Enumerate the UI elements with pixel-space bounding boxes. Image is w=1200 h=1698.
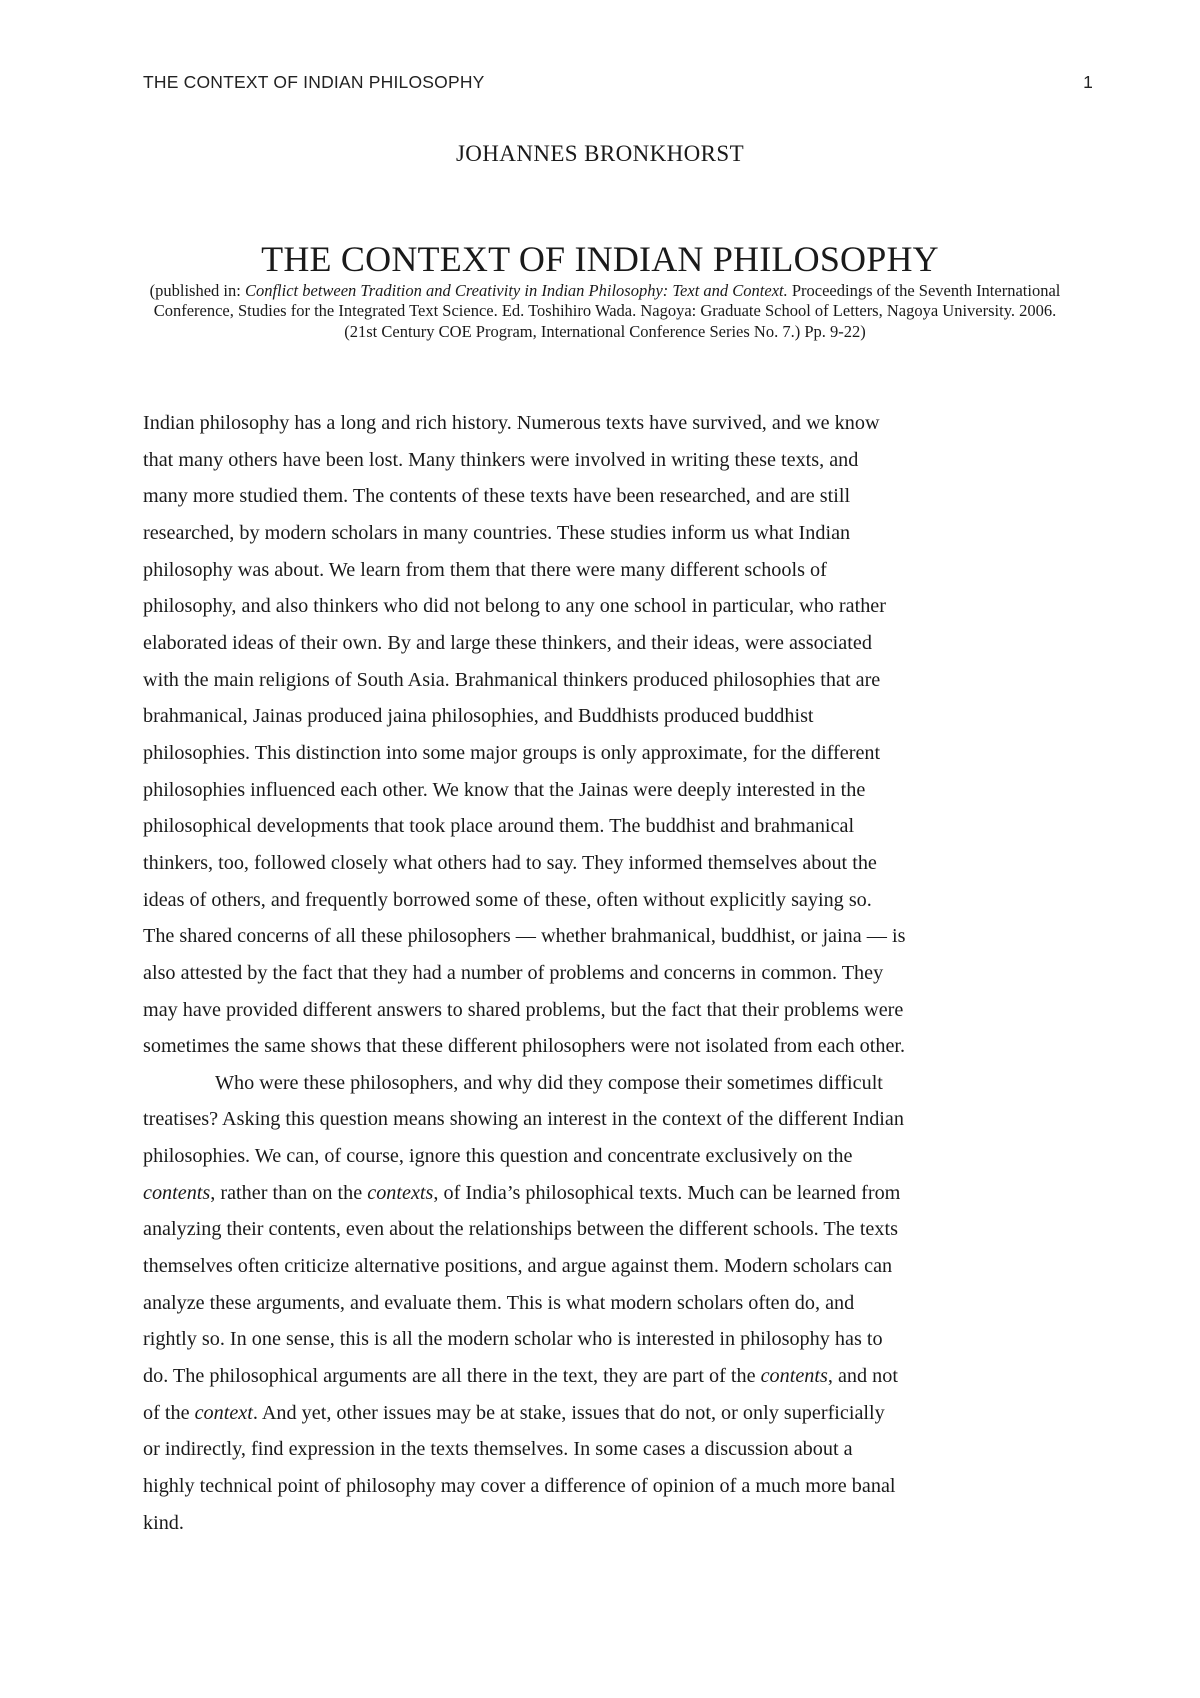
- text-run: , rather than on the: [210, 1181, 368, 1204]
- text-line: may have provided different answers to shared problems, but the fact that their problems were: [143, 998, 904, 1021]
- text-line: philosophy, and also thinkers who did not belong to any one school in particular, who rather: [143, 595, 886, 618]
- publication-book-title: Conflict between Tradition and Creativity in Indian Philosophy: Text and Context.: [244, 281, 788, 300]
- paragraph-2: [143, 1065, 1088, 1542]
- text-line: philosophies influenced each other. We know that the Jainas were deeply interested in the: [143, 778, 866, 801]
- paper-title: THE CONTEXT OF INDIAN PHILOSOPHY: [261, 239, 939, 279]
- text-line: [143, 1395, 1088, 1432]
- text-line: philosophies. We can, of course, ignore this question and concentrate exclusively on the: [143, 1145, 853, 1168]
- text-line: ideas of others, and frequently borrowed some of these, often without explicitly saying so.: [143, 888, 872, 911]
- text-line: philosophy was about. We learn from them that there were many different schools of: [143, 558, 827, 581]
- text-line: kind.: [143, 1511, 184, 1534]
- text-line: philosophies. This distinction into some major groups is only approximate, for the different: [143, 741, 881, 764]
- text-line: with the main religions of South Asia. Brahmanical thinkers produced philosophies that are: [143, 668, 881, 691]
- text-line: [143, 1175, 1088, 1212]
- text-line: that many others have been lost. Many thinkers were involved in writing these texts, and: [143, 448, 859, 471]
- publication-note-details: Proceedings of the Seventh International Conference, Studies for the Integrated Text Science. Ed. Toshihiro Wada. Nagoya: Graduate School of Letters, Nagoya University. 2006. (21st Century COE Program, International Conference Series No. 7.) Pp. 9-22): [153, 281, 1061, 341]
- body-text: [143, 405, 1088, 1541]
- text-line: philosophical developments that took place around them. The buddhist and brahmanical: [143, 815, 855, 838]
- publication-note: [140, 281, 1070, 342]
- text-line: thinkers, too, followed closely what others had to say. They informed themselves about the: [143, 851, 877, 874]
- text-line: also attested by the fact that they had a number of problems and concerns in common. They: [143, 961, 884, 984]
- emphasis: contents: [760, 1365, 828, 1388]
- text-run: , and not: [827, 1365, 898, 1388]
- text-line: analyze these arguments, and evaluate them. This is what modern scholars often do, and: [143, 1291, 855, 1314]
- text-line: analyzing their contents, even about the relationships between the different schools. The texts: [143, 1218, 898, 1241]
- paragraph-1: [143, 405, 1088, 1065]
- text-line: The shared concerns of all these philosophers — whether brahmanical, buddhist, or jaina — is: [143, 925, 906, 948]
- author-name: JOHANNES BRONKHORST: [455, 141, 745, 166]
- text-line: elaborated ideas of their own. By and large these thinkers, and their ideas, were associated: [143, 631, 872, 654]
- text-line: rightly so. In one sense, this is all the modern scholar who is interested in philosophy has to: [143, 1328, 883, 1351]
- text-line: treatises? Asking this question means showing an interest in the context of the different Indian: [143, 1108, 904, 1131]
- page-number: 1: [1083, 72, 1093, 92]
- text-line: highly technical point of philosophy may cover a difference of opinion of a much more banal: [143, 1475, 896, 1498]
- text-line: or indirectly, find expression in the texts themselves. In some cases a discussion about a: [143, 1438, 853, 1461]
- running-head: [143, 72, 1093, 96]
- text-line: sometimes the same shows that these different philosophers were not isolated from each other.: [143, 1035, 906, 1058]
- text-line: brahmanical, Jainas produced jaina philosophies, and Buddhists produced buddhist: [143, 705, 814, 728]
- text-line: Indian philosophy has a long and rich history. Numerous texts have survived, and we know: [143, 412, 880, 434]
- emphasis: context: [194, 1401, 253, 1424]
- text-run: do. The philosophical arguments are all there in the text, they are part of the: [143, 1365, 761, 1388]
- text-run: , of India’s philosophical texts. Much can be learned from: [433, 1181, 901, 1204]
- emphasis: contents: [143, 1181, 211, 1204]
- text-line: researched, by modern scholars in many countries. These studies inform us what Indian: [143, 521, 851, 544]
- text-run: of the: [143, 1401, 195, 1424]
- text-run: . And yet, other issues may be at stake, issues that do not, or only superficially: [252, 1401, 885, 1424]
- text-line: [143, 1358, 1088, 1395]
- text-line: themselves often criticize alternative positions, and argue against them. Modern scholars can: [143, 1255, 893, 1278]
- text-line: Who were these philosophers, and why did they compose their sometimes difficult: [215, 1071, 883, 1094]
- running-head-title: THE CONTEXT OF INDIAN PHILOSOPHY: [143, 72, 485, 92]
- emphasis: contexts: [367, 1181, 434, 1204]
- text-line: many more studied them. The contents of these texts have been researched, and are still: [143, 485, 851, 508]
- publication-note-prefix: (published in:: [149, 281, 245, 300]
